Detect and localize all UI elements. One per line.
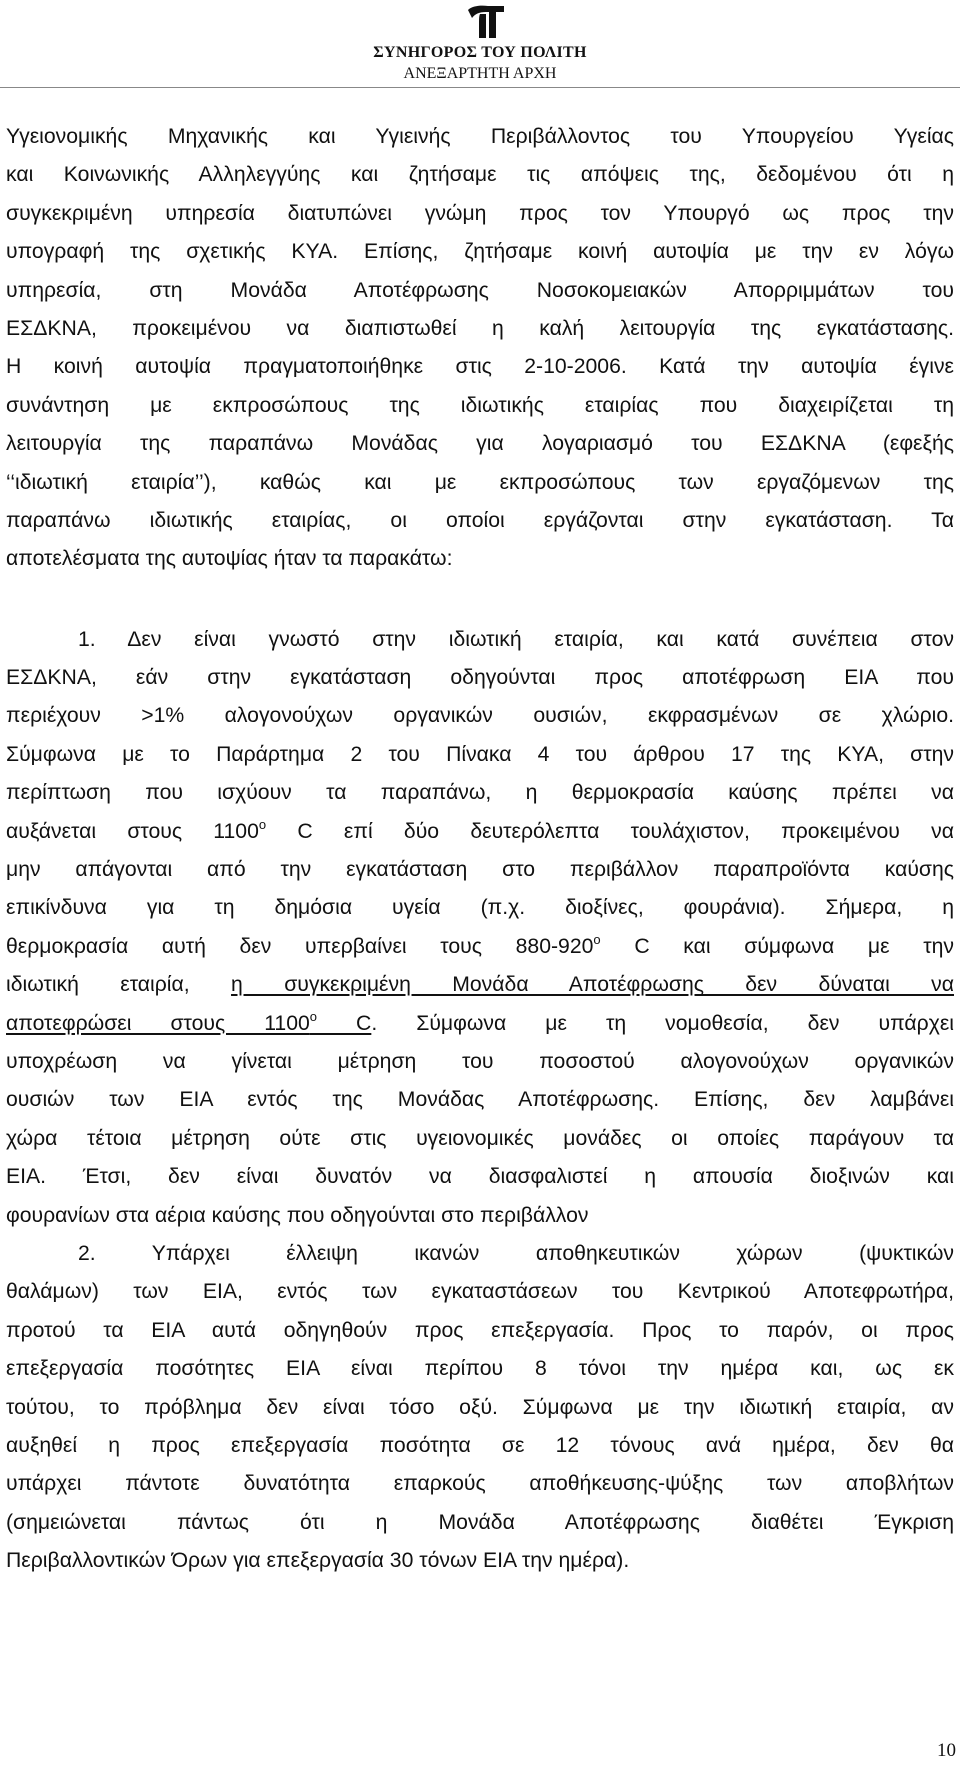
text-line: τούτου, το πρόβλημα δεν είναι τόσο οξύ. Σύμφωνα με την ιδιωτική εταιρία, αν xyxy=(6,1395,954,1419)
text-line: παραπάνω ιδιωτικής εταιρίας, οι οποίοι εργάζονται στην εγκατάσταση. Τα xyxy=(6,508,954,532)
text-line: ΕΣΔΚΝΑ, προκειμένου να διαπιστωθεί η καλή λειτουργία της εγκατάστασης. xyxy=(6,316,954,340)
text-line: 1. Δεν είναι γνωστό στην ιδιωτική εταιρία, και κατά συνέπεια στον xyxy=(78,627,954,651)
page-number: 10 xyxy=(937,1740,956,1761)
page-header xyxy=(0,0,960,90)
list-item-2 xyxy=(6,1235,954,1581)
text-line: υποχρέωση να γίνεται μέτρηση του ποσοστού αλογονούχων οργανικών xyxy=(6,1049,954,1073)
ombudsman-logo-icon xyxy=(466,4,506,40)
text-line: (σημειώνεται πάντως ότι η Μονάδα Αποτέφρωσης διαθέτει Έγκριση xyxy=(6,1510,954,1534)
text-line: μην απάγονται από την εγκατάσταση στο περιβάλλον παραπροϊόντα καύσης xyxy=(6,858,954,882)
text-line: συγκεκριμένη υπηρεσία διατυπώνει γνώμη προς τον Υπουργό ως προς την xyxy=(6,201,954,225)
text-line: ΕΙΑ. Έτσι, δεν είναι δυνατόν να διασφαλιστεί η απουσία διοξινών και xyxy=(6,1165,954,1189)
text-line: ΕΣΔΚΝΑ, εάν στην εγκατάσταση οδηγούνται προς αποτέφρωση ΕΙΑ που xyxy=(6,666,954,690)
text-line: λειτουργία της παραπάνω Μονάδας για λογαριασμό του ΕΣΔΚΝΑ (εφεξής xyxy=(6,432,954,456)
text-line: ιδιωτική εταιρία, η συγκεκριμένη Μονάδα Αποτέφρωσης δεν δύναται να xyxy=(6,973,954,997)
document-body xyxy=(6,118,954,1580)
org-name: ΣΥΝΗΓΟΡΟΣ ΤΟΥ ΠΟΛΙΤΗ xyxy=(373,44,587,61)
text-line: αποτελέσματα της αυτοψίας ήταν τα παρακάτω: xyxy=(6,547,453,571)
text-line: Περιβαλλοντικών Όρων για επεξεργασία 30 τόνων ΕΙΑ την ημέρα). xyxy=(6,1549,630,1573)
underlined-text: αποτεφρώσει στους $1100^o$ C xyxy=(6,1008,372,1035)
text-line: χώρα τέτοια μέτρηση ούτε στις υγειονομικές μονάδες οι οποίες παράγουν τα xyxy=(6,1126,954,1150)
text-line: και Κοινωνικής Αλληλεγγύης και ζητήσαμε τις απόψεις της, δεδομένου ότι η xyxy=(6,163,954,187)
text-line: θερμοκρασία αυτή δεν υπερβαίνει τους $880-920^o$ C και σύμφωνα με την xyxy=(6,931,954,958)
text-line: επικίνδυνα για τη δημόσια υγεία (π.χ. διοξίνες, φουράνια). Σήμερα, η xyxy=(6,896,954,920)
text-line: περιέχουν >1% αλογονούχων οργανικών ουσιών, εκφρασμένων σε χλώριο. xyxy=(6,704,954,728)
text-line: φουρανίων στα αέρια καύσης που οδηγούνται στο περιβάλλον xyxy=(6,1203,589,1227)
text-line: περίπτωση που ισχύουν τα παραπάνω, η θερμοκρασία καύσης πρέπει να xyxy=(6,781,954,805)
text-line: συνάντηση με εκπροσώπους της ιδιωτικής εταιρίας που διαχειρίζεται τη xyxy=(6,393,954,417)
list-item-1 xyxy=(6,621,954,1235)
text-line: υπάρχει πάντοτε δυνατότητα επαρκούς αποθήκευσης-ψύξης των αποβλήτων xyxy=(6,1472,954,1496)
text-line: προτού τα ΕΙΑ αυτά οδηγηθούν προς επεξεργασία. Προς το παρόν, οι προς xyxy=(6,1318,954,1342)
list-number: 1. xyxy=(78,627,96,651)
paragraph-spacer xyxy=(6,579,954,621)
text-line: υπογραφή της σχετικής ΚΥΑ. Επίσης, ζητήσαμε κοινή αυτοψία με την εν λόγω xyxy=(6,240,954,264)
header-divider xyxy=(0,87,960,88)
text-line: Η κοινή αυτοψία πραγματοποιήθηκε στις 2-10-2006. Κατά την αυτοψία έγινε xyxy=(6,355,954,379)
list-number: 2. xyxy=(78,1241,96,1265)
text-line: αυξάνεται στους $1100^o$ C επί δύο δευτερόλεπτα τουλάχιστον, προκειμένου να xyxy=(6,816,954,843)
text-line: ‘‘ιδιωτική εταιρία’’), καθώς και με εκπροσώπους των εργαζόμενων της xyxy=(6,470,954,494)
text-line: Σύμφωνα με το Παράρτημα 2 του Πίνακα 4 του άρθρου 17 της ΚΥΑ, στην xyxy=(6,742,954,766)
text-line: αποτεφρώσει στους $1100^o$ C. Σύμφωνα με τη νομοθεσία, δεν υπάρχει xyxy=(6,1008,954,1035)
paragraph-intro xyxy=(6,118,954,579)
text-line: ουσιών των ΕΙΑ εντός της Μονάδας Αποτέφρωσης. Επίσης, δεν λαμβάνει xyxy=(6,1088,954,1112)
text-line: επεξεργασία ποσότητες ΕΙΑ είναι περίπου 8 τόνοι την ημέρα και, ως εκ xyxy=(6,1357,954,1381)
org-subtitle: ΑΝΕΞΑΡΤΗΤΗ ΑΡΧΗ xyxy=(403,65,557,82)
text-line: θαλάμων) των ΕΙΑ, εντός των εγκαταστάσεων του Κεντρικού Αποτεφρωτήρα, xyxy=(6,1280,954,1304)
text-line: 2. Υπάρχει έλλειψη ικανών αποθηκευτικών χώρων (ψυκτικών xyxy=(78,1241,954,1265)
text-line: Υγειονομικής Μηχανικής και Υγιεινής Περιβάλλοντος του Υπουργείου Υγείας xyxy=(6,125,954,148)
text-line: υπηρεσία, στη Μονάδα Αποτέφρωσης Νοσοκομειακών Απορριμμάτων του xyxy=(6,278,954,302)
underlined-text: η συγκεκριμένη Μονάδα Αποτέφρωσης δεν δύναται να xyxy=(231,973,954,997)
text-line: αυξηθεί η προς επεξεργασία ποσότητα σε 12 τόνους ανά ημέρα, δεν θα xyxy=(6,1433,954,1457)
